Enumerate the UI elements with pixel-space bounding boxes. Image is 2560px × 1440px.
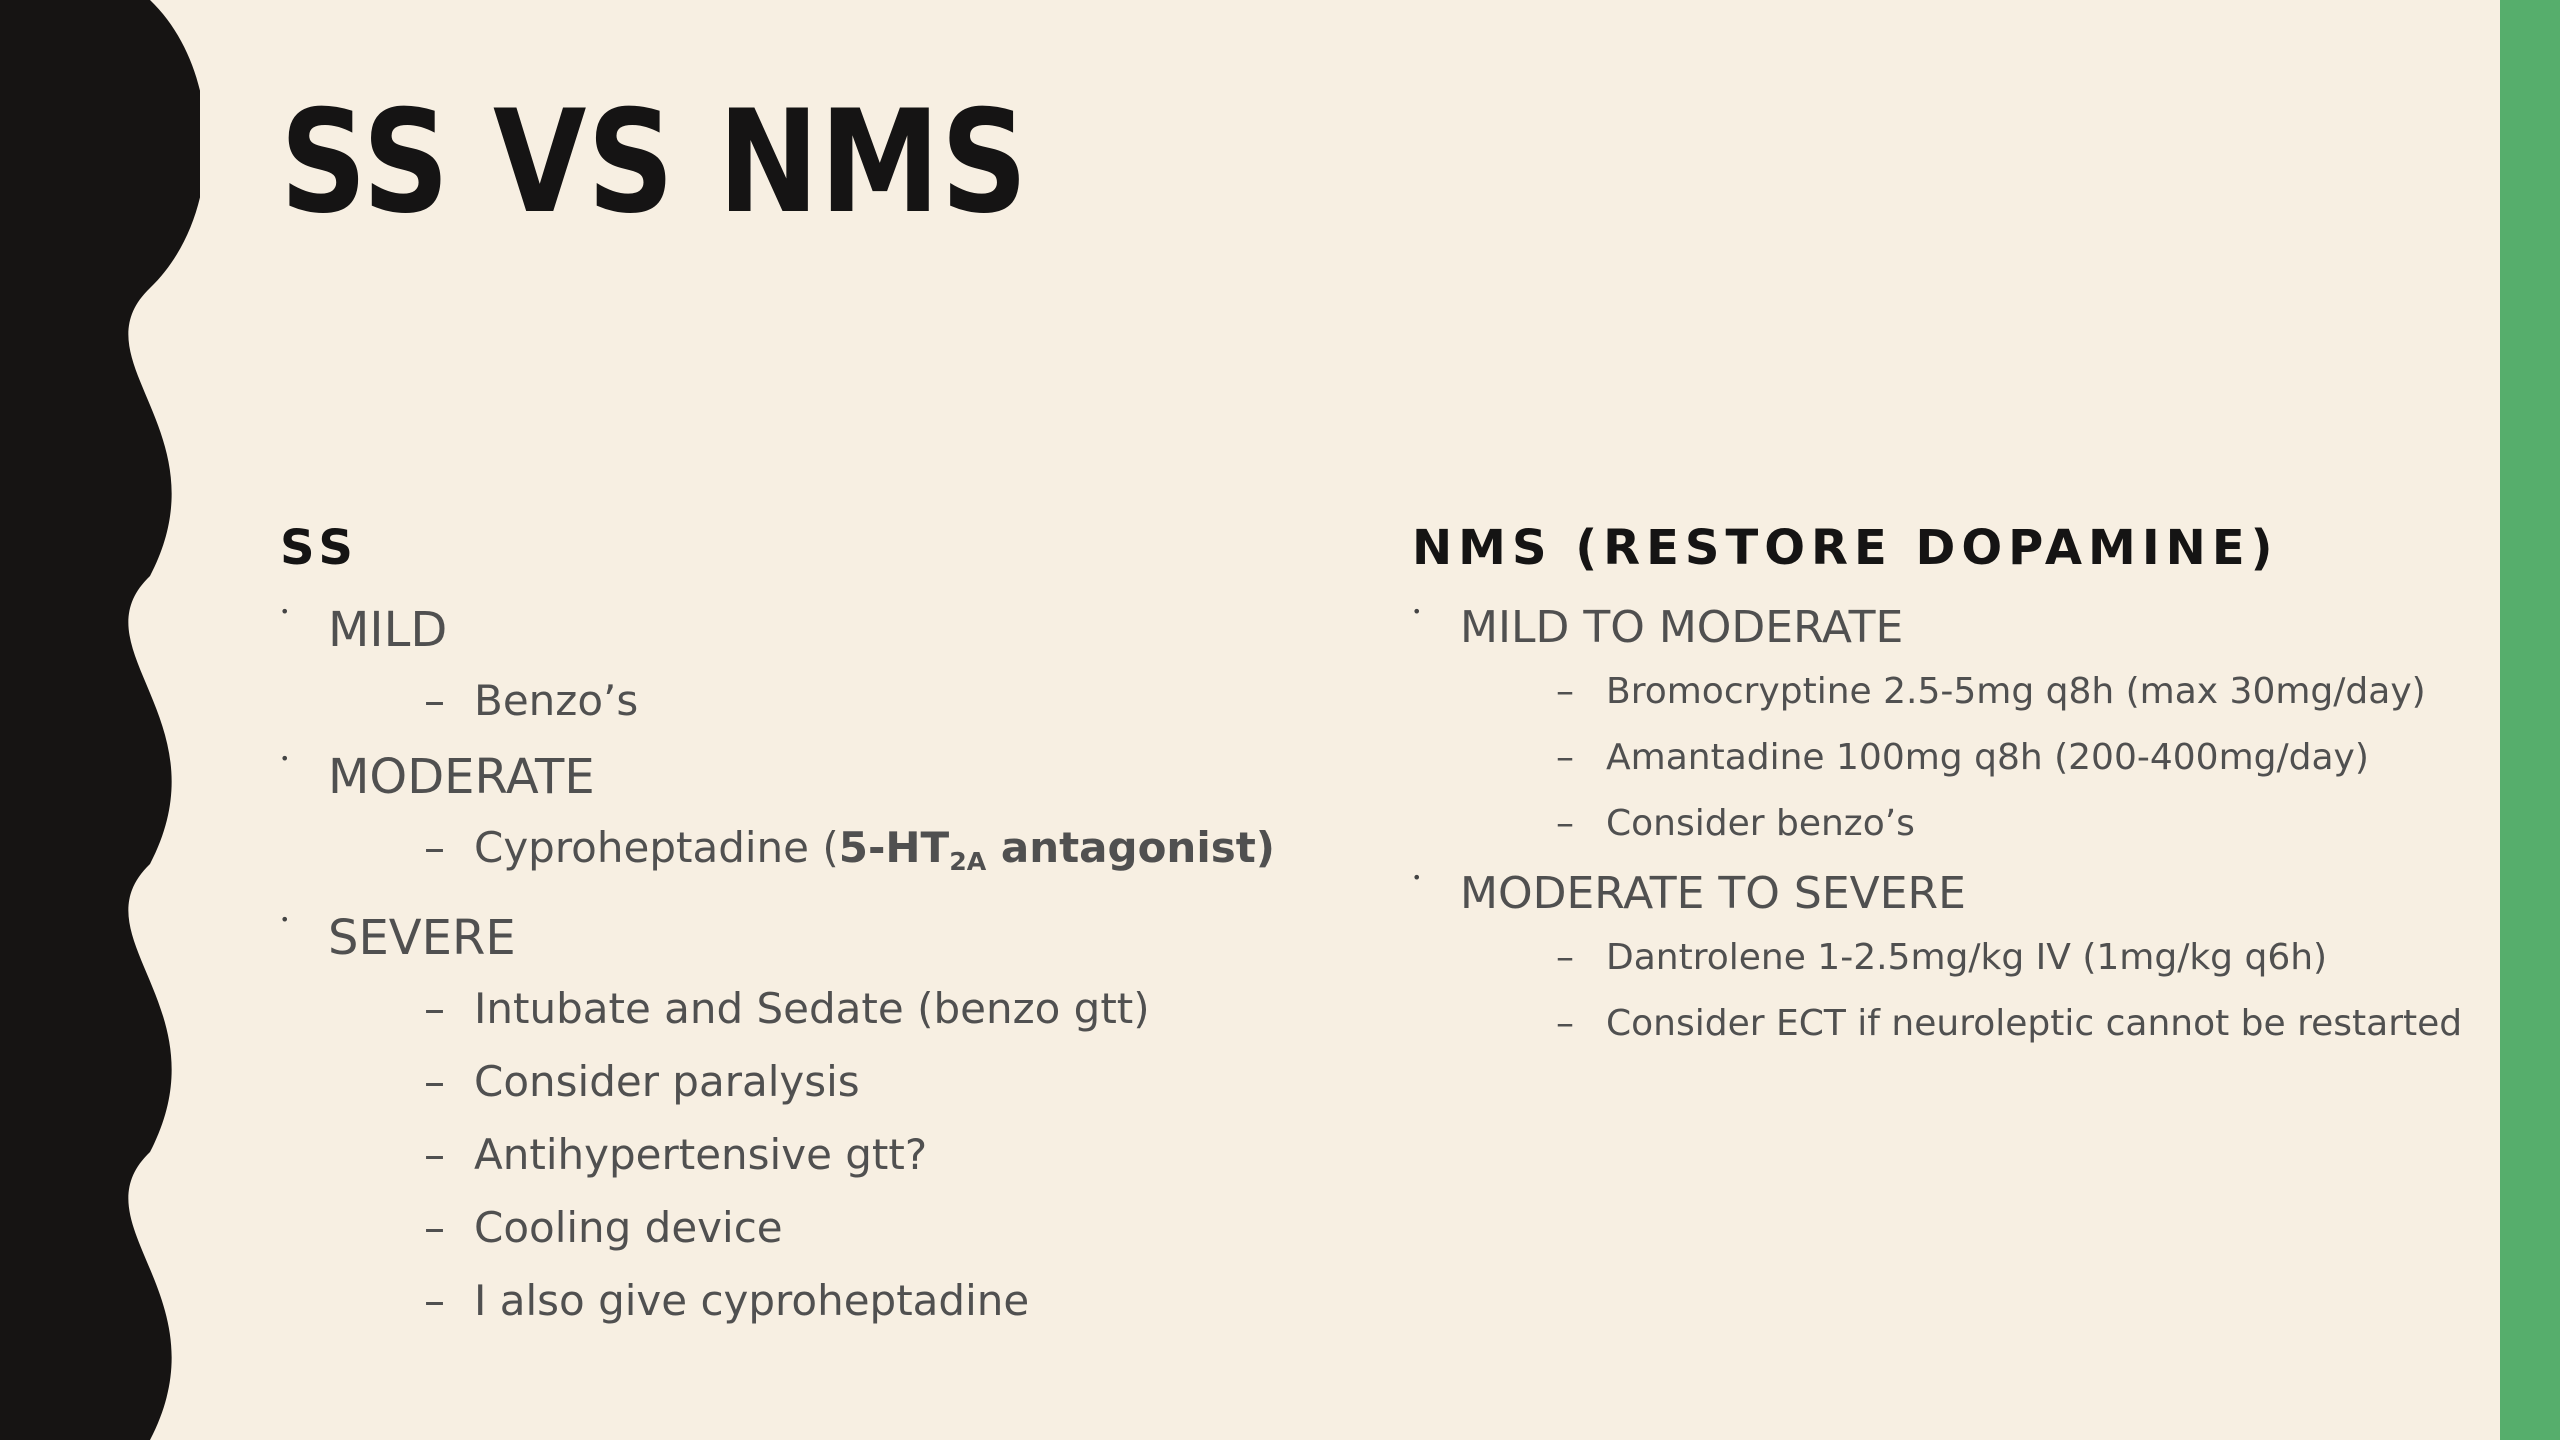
nms-moderate-severe-subitem: – Consider ECT if neuroleptic cannot be restarted [1556, 1003, 2463, 1044]
ss-severe-subitem: – Cooling device [424, 1203, 783, 1252]
bullet: • [280, 910, 290, 929]
nms-mild-moderate-label: MILD TO MODERATE [1460, 602, 1904, 653]
ss-severe-item [280, 910, 1380, 1326]
right-accent-bar [2500, 0, 2560, 1440]
ss-heading: SS [280, 520, 359, 576]
nms-mild-moderate-subitem: – Amantadine 100mg q8h (200-400mg/day) [1556, 737, 2369, 778]
ss-mild-label: MILD [328, 602, 448, 658]
ss-severe-subitem: – Intubate and Sedate (benzo gtt) [424, 984, 1150, 1033]
ss-severe-subitem: – Antihypertensive gtt? [424, 1130, 928, 1179]
ss-moderate-item [280, 749, 1380, 887]
ss-severe-subitem: – I also give cyproheptadine [424, 1276, 1030, 1325]
nms-mild-moderate-subitem: – Consider benzo’s [1556, 803, 1915, 844]
ss-severe-label: SEVERE [328, 910, 516, 966]
slide-title: SS VS NMS [280, 80, 1029, 245]
bullet: • [280, 749, 290, 768]
nms-mild-moderate-subitem: – Bromocryptine 2.5-5mg q8h (max 30mg/day) [1556, 671, 2426, 712]
ss-severe-subitem: – Consider paralysis [424, 1057, 860, 1106]
bullet: • [280, 602, 290, 621]
nms-mild-moderate-item [1412, 602, 2472, 846]
nms-column [1412, 520, 2472, 1068]
ss-column [280, 520, 1380, 1349]
bullet: • [1412, 602, 1422, 621]
nms-moderate-severe-item [1412, 868, 2472, 1046]
ss-mild-subitem: – Benzo’s [424, 676, 639, 725]
nms-moderate-severe-subitem: – Dantrolene 1-2.5mg/kg IV (1mg/kg q6h) [1556, 937, 2328, 978]
nms-list [1412, 602, 2472, 1046]
left-wavy-band [0, 0, 200, 1440]
ss-moderate-label: MODERATE [328, 749, 595, 805]
ss-moderate-subitem: – Cyproheptadine ($5-HT_{2A}$ antagonist) [424, 823, 1276, 876]
ss-list [280, 602, 1380, 1326]
nms-moderate-severe-label: MODERATE TO SEVERE [1460, 868, 1966, 919]
nms-heading: NMS (RESTORE DOPAMINE) [1412, 520, 2279, 576]
ss-mild-item [280, 602, 1380, 726]
bullet: • [1412, 868, 1422, 887]
